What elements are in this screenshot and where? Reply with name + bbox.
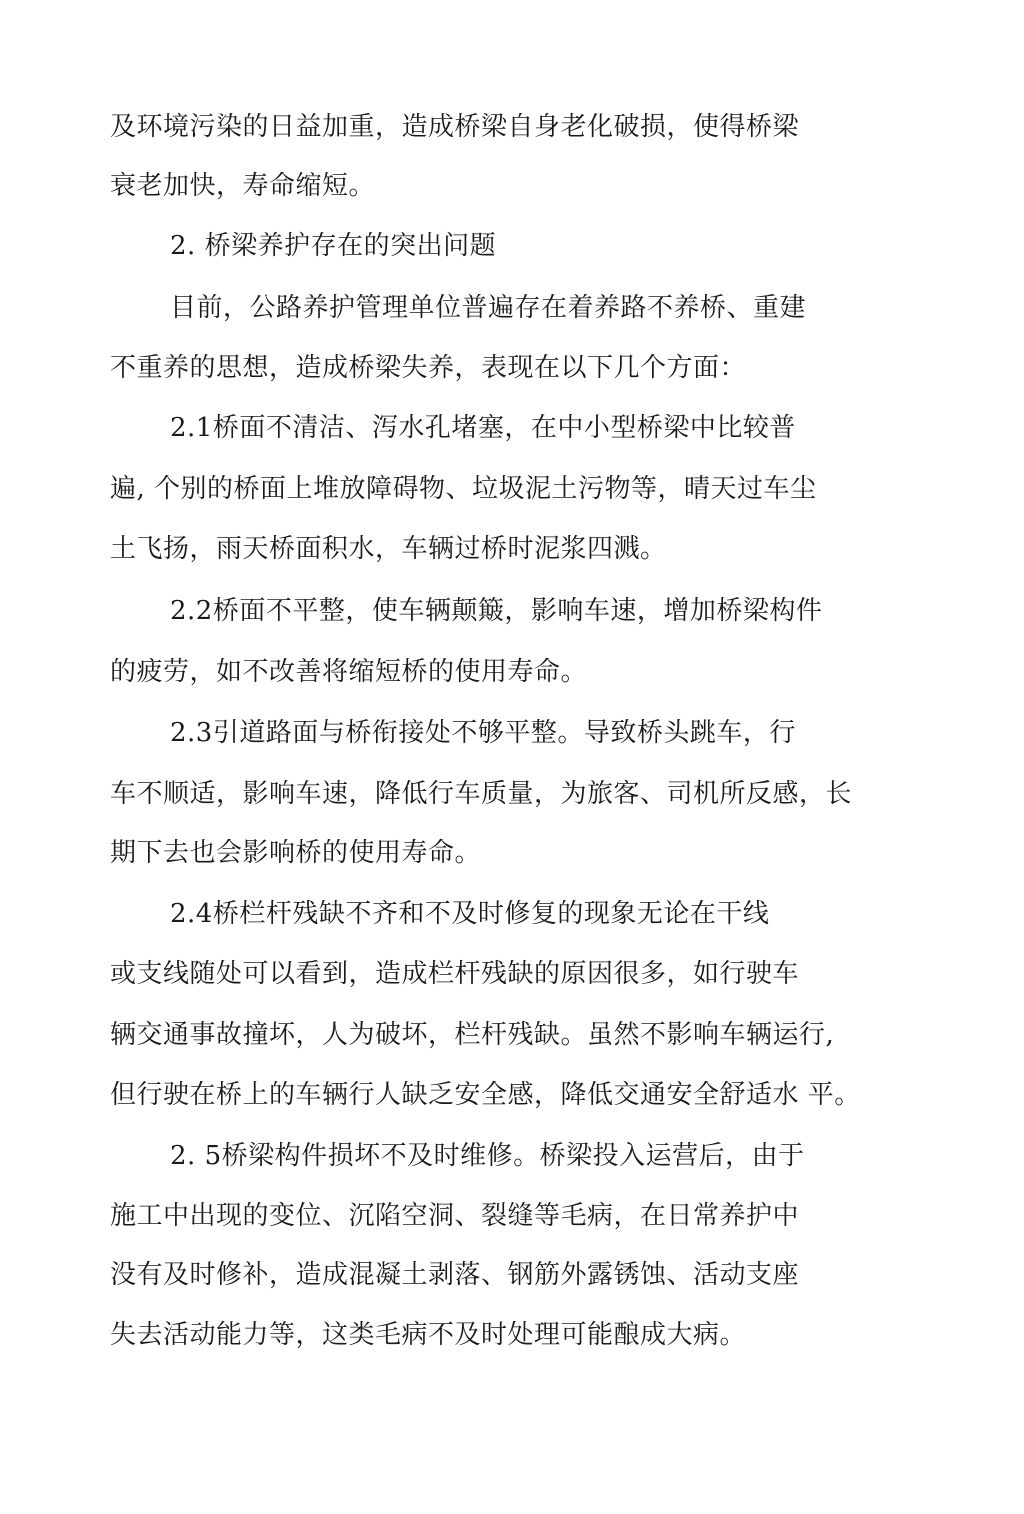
text-line: 不重养的思想，造成桥梁失养，表现在以下几个方面：: [110, 353, 747, 383]
text-line: 衰老加快，寿命缩短。: [110, 171, 376, 201]
text-line: 2.1桥面不清洁、泻水孔堵塞，在中小型桥梁中比较普: [170, 413, 796, 443]
text-line: 及环境污染的日益加重，造成桥梁自身老化破损，使得桥梁: [110, 112, 800, 142]
text-line: 2. 5桥梁构件损坏不及时维修。桥梁投入运营后，由于: [170, 1141, 805, 1171]
text-line: 2.2桥面不平整，使车辆颠簸，影响车速，增加桥梁构件: [170, 596, 823, 626]
text-line: 期下去也会影响桥的使用寿命。: [110, 838, 482, 868]
text-line: 2.3引道路面与桥衔接处不够平整。导致桥头跳车，行: [170, 718, 796, 748]
section-heading: 2. 桥梁养护存在的突出问题: [170, 231, 497, 261]
text-line: 2.4桥栏杆残缺不齐和不及时修复的现象无论在干线: [170, 899, 770, 929]
text-line: 目前，公路养护管理单位普遍存在着养路不养桥、重建: [170, 293, 807, 323]
text-line: 车不顺适，影响车速，降低行车质量，为旅客、司机所反感，长: [110, 779, 853, 809]
text-line: 土飞扬，雨天桥面积水，车辆过桥时泥浆四溅。: [110, 534, 667, 564]
text-line: 或支线随处可以看到，造成栏杆残缺的原因很多，如行驶车: [110, 959, 800, 989]
text-line: 施工中出现的变位、沉陷空洞、裂缝等毛病，在日常养护中: [110, 1201, 800, 1231]
text-line: 失去活动能力等，这类毛病不及时处理可能酿成大病。: [110, 1320, 747, 1350]
text-line: 的疲劳，如不改善将缩短桥的使用寿命。: [110, 657, 588, 687]
text-line: 但行驶在桥上的车辆行人缺乏安全感，降低交通安全舒适水 平。: [110, 1080, 861, 1110]
text-line: 没有及时修补，造成混凝土剥落、钢筋外露锈蚀、活动支座: [110, 1260, 800, 1290]
text-line: 辆交通事故撞坏，人为破坏，栏杆残缺。虽然不影响车辆运行,: [110, 1020, 835, 1050]
text-line: 遍, 个别的桥面上堆放障碍物、垃圾泥土污物等，晴天过车尘: [110, 474, 817, 504]
